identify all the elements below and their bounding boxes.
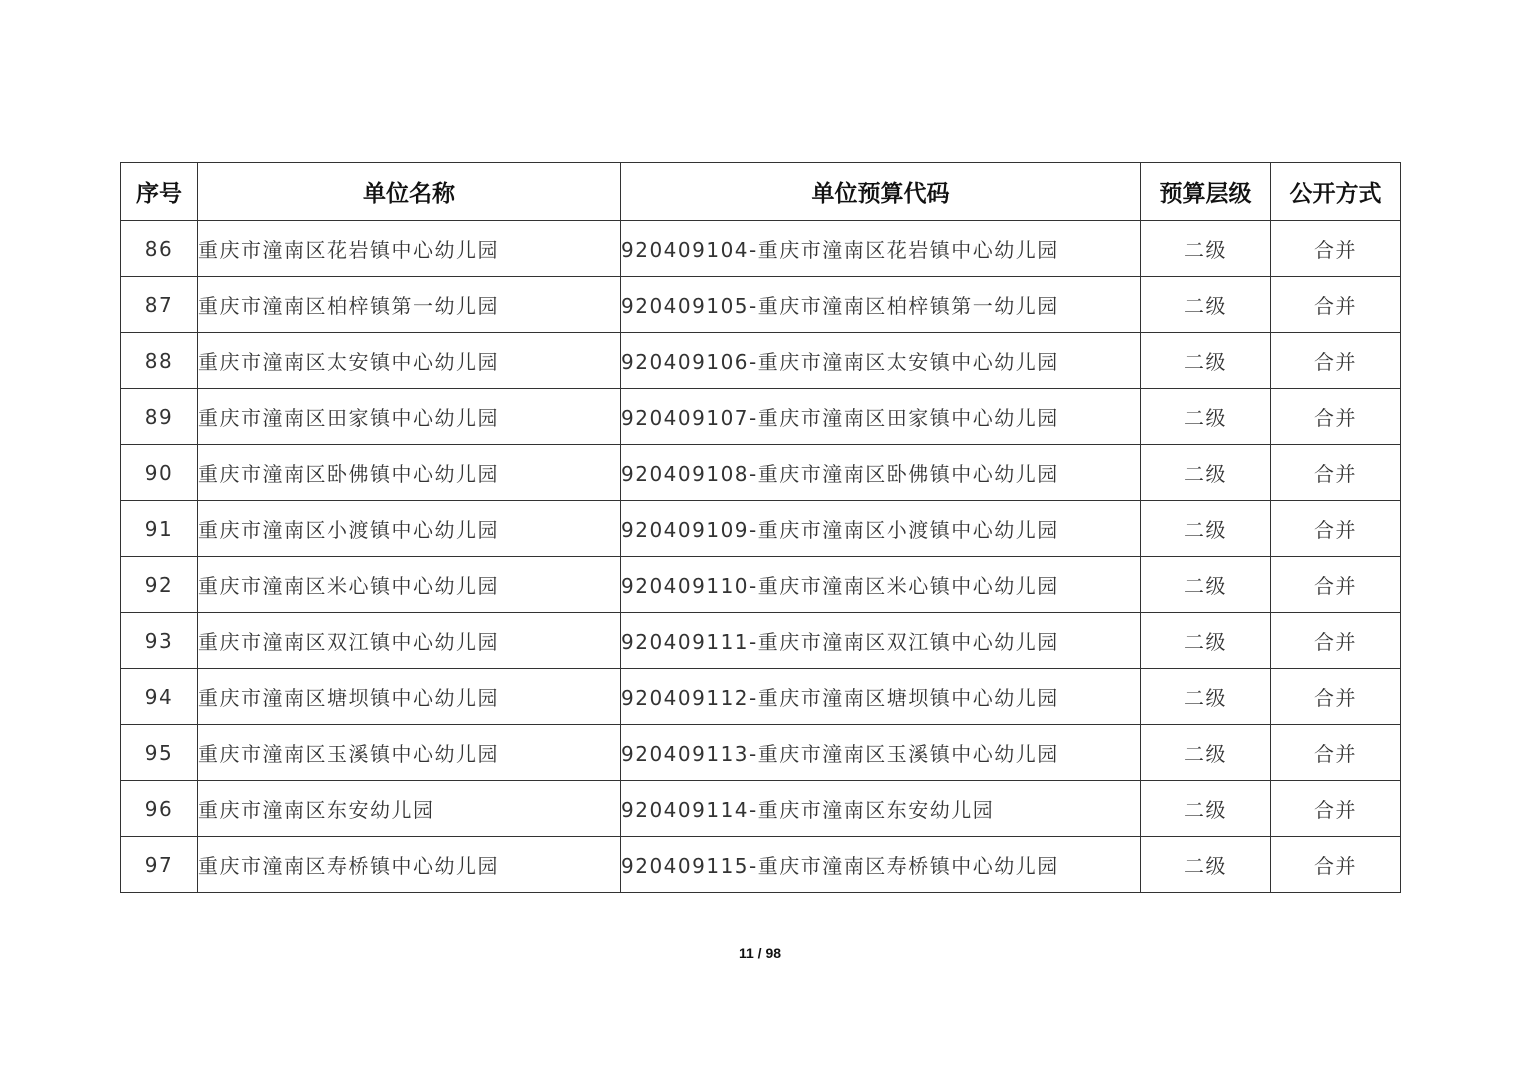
- table-row: [121, 557, 1401, 613]
- row-disclosure-mode: 合并: [1271, 781, 1401, 837]
- table-row: [121, 333, 1401, 389]
- row-disclosure-mode: 合并: [1271, 501, 1401, 557]
- row-budget-code: 920409108-重庆市潼南区卧佛镇中心幼儿园: [621, 445, 1141, 501]
- row-unit-name: 重庆市潼南区花岩镇中心幼儿园: [198, 221, 621, 277]
- row-unit-name: 重庆市潼南区卧佛镇中心幼儿园: [198, 445, 621, 501]
- row-unit-name: 重庆市潼南区东安幼儿园: [198, 781, 621, 837]
- row-budget-level: 二级: [1141, 333, 1271, 389]
- row-disclosure-mode: 合并: [1271, 613, 1401, 669]
- row-unit-name: 重庆市潼南区米心镇中心幼儿园: [198, 557, 621, 613]
- header-budget-code: 单位预算代码: [621, 163, 1141, 221]
- row-disclosure-mode: 合并: [1271, 725, 1401, 781]
- row-index: 92: [121, 557, 198, 613]
- table-body: [121, 221, 1401, 893]
- row-budget-code: 920409113-重庆市潼南区玉溪镇中心幼儿园: [621, 725, 1141, 781]
- row-unit-name: 重庆市潼南区柏梓镇第一幼儿园: [198, 277, 621, 333]
- row-unit-name: 重庆市潼南区小渡镇中心幼儿园: [198, 501, 621, 557]
- row-unit-name: 重庆市潼南区寿桥镇中心幼儿园: [198, 837, 621, 893]
- row-budget-level: 二级: [1141, 277, 1271, 333]
- row-budget-level: 二级: [1141, 669, 1271, 725]
- header-row: [121, 163, 1401, 221]
- row-budget-code: 920409111-重庆市潼南区双江镇中心幼儿园: [621, 613, 1141, 669]
- table-row: [121, 277, 1401, 333]
- row-budget-code: 920409104-重庆市潼南区花岩镇中心幼儿园: [621, 221, 1141, 277]
- row-disclosure-mode: 合并: [1271, 669, 1401, 725]
- table-row: [121, 613, 1401, 669]
- row-unit-name: 重庆市潼南区塘坝镇中心幼儿园: [198, 669, 621, 725]
- row-disclosure-mode: 合并: [1271, 277, 1401, 333]
- row-index: 91: [121, 501, 198, 557]
- header-index: 序号: [121, 163, 198, 221]
- budget-units-table: [120, 162, 1401, 893]
- row-index: 93: [121, 613, 198, 669]
- row-unit-name: 重庆市潼南区玉溪镇中心幼儿园: [198, 725, 621, 781]
- header-unit-name: 单位名称: [198, 163, 621, 221]
- table-row: [121, 669, 1401, 725]
- table-header: [121, 163, 1401, 221]
- row-budget-code: 920409106-重庆市潼南区太安镇中心幼儿园: [621, 333, 1141, 389]
- row-budget-level: 二级: [1141, 501, 1271, 557]
- row-index: 97: [121, 837, 198, 893]
- header-disclosure-mode: 公开方式: [1271, 163, 1401, 221]
- row-index: 86: [121, 221, 198, 277]
- row-budget-code: 920409107-重庆市潼南区田家镇中心幼儿园: [621, 389, 1141, 445]
- row-unit-name: 重庆市潼南区田家镇中心幼儿园: [198, 389, 621, 445]
- table-row: [121, 221, 1401, 277]
- row-disclosure-mode: 合并: [1271, 333, 1401, 389]
- row-index: 94: [121, 669, 198, 725]
- table-row: [121, 445, 1401, 501]
- row-budget-level: 二级: [1141, 725, 1271, 781]
- row-disclosure-mode: 合并: [1271, 445, 1401, 501]
- row-unit-name: 重庆市潼南区太安镇中心幼儿园: [198, 333, 621, 389]
- table-row: [121, 781, 1401, 837]
- row-budget-code: 920409114-重庆市潼南区东安幼儿园: [621, 781, 1141, 837]
- row-index: 89: [121, 389, 198, 445]
- row-disclosure-mode: 合并: [1271, 389, 1401, 445]
- row-index: 90: [121, 445, 198, 501]
- row-budget-level: 二级: [1141, 445, 1271, 501]
- table-row: [121, 389, 1401, 445]
- row-budget-level: 二级: [1141, 389, 1271, 445]
- row-index: 87: [121, 277, 198, 333]
- row-disclosure-mode: 合并: [1271, 837, 1401, 893]
- row-budget-level: 二级: [1141, 837, 1271, 893]
- row-index: 88: [121, 333, 198, 389]
- row-disclosure-mode: 合并: [1271, 557, 1401, 613]
- row-budget-code: 920409112-重庆市潼南区塘坝镇中心幼儿园: [621, 669, 1141, 725]
- row-budget-code: 920409105-重庆市潼南区柏梓镇第一幼儿园: [621, 277, 1141, 333]
- row-unit-name: 重庆市潼南区双江镇中心幼儿园: [198, 613, 621, 669]
- table-row: [121, 725, 1401, 781]
- header-budget-level: 预算层级: [1141, 163, 1271, 221]
- row-budget-code: 920409109-重庆市潼南区小渡镇中心幼儿园: [621, 501, 1141, 557]
- row-budget-level: 二级: [1141, 781, 1271, 837]
- page-number: 11 / 98: [738, 945, 782, 961]
- row-budget-level: 二级: [1141, 557, 1271, 613]
- row-budget-code: 920409110-重庆市潼南区米心镇中心幼儿园: [621, 557, 1141, 613]
- row-index: 96: [121, 781, 198, 837]
- row-budget-code: 920409115-重庆市潼南区寿桥镇中心幼儿园: [621, 837, 1141, 893]
- table-row: [121, 837, 1401, 893]
- row-budget-level: 二级: [1141, 221, 1271, 277]
- table-row: [121, 501, 1401, 557]
- row-index: 95: [121, 725, 198, 781]
- row-budget-level: 二级: [1141, 613, 1271, 669]
- row-disclosure-mode: 合并: [1271, 221, 1401, 277]
